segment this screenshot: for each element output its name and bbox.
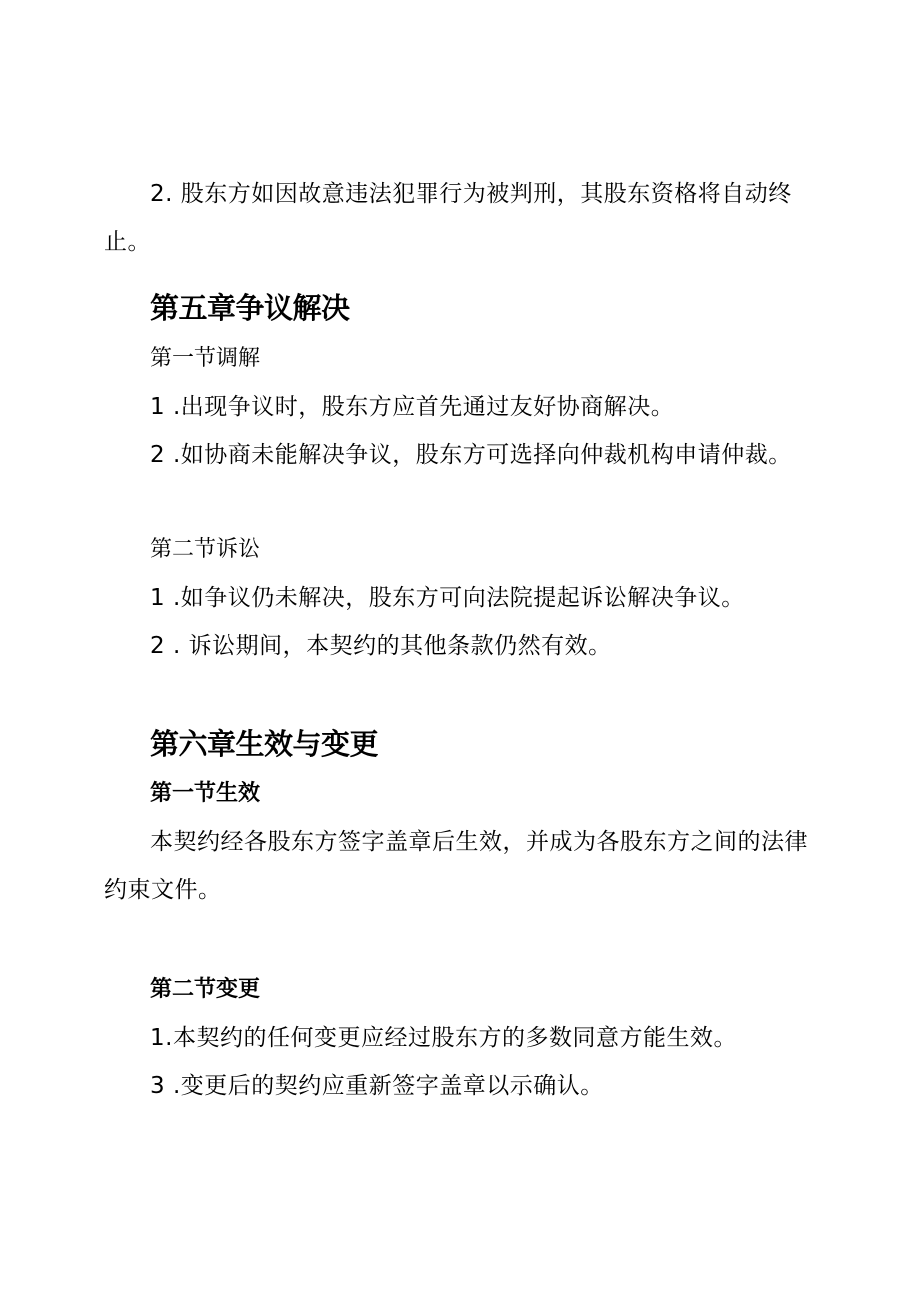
chapter-6-section-2-heading: 第二节变更 [150, 977, 261, 1002]
chapter-5-section-1-heading: 第一节调解 [150, 346, 261, 371]
chapter-5-section-1-item-1: 1 .出现争议时，股东方应首先通过友好协商解决。 [150, 394, 675, 420]
chapter-6-section-2-item-1: 1.本契约的任何变更应经过股东方的多数同意方能生效。 [150, 1025, 737, 1051]
chapter-6-heading: 第六章生效与变更 [150, 727, 379, 761]
clause-2-line-2: 止。 [104, 229, 151, 255]
chapter-5-section-2-item-1: 1 .如争议仍未解决，股东方可向法院提起诉讼解决争议。 [150, 585, 745, 611]
chapter-6-section-2-item-3: 3 .变更后的契约应重新签字盖章以示确认。 [150, 1073, 604, 1099]
chapter-5-section-2-heading: 第二节诉讼 [150, 537, 261, 562]
chapter-6-section-1-heading: 第一节生效 [150, 781, 261, 806]
clause-2-line-1: 2. 股东方如因故意违法犯罪行为被判刑，其股东资格将自动终 [150, 181, 792, 207]
chapter-5-section-2-item-2: 2 . 诉讼期间，本契约的其他条款仍然有效。 [150, 633, 612, 659]
chapter-6-section-1-paragraph-line-2: 约束文件。 [104, 877, 222, 903]
chapter-5-section-1-item-2: 2 .如协商未能解决争议，股东方可选择向仲裁机构申请仲裁。 [150, 442, 792, 468]
chapter-6-section-1-paragraph-line-1: 本契约经各股东方签字盖章后生效，并成为各股东方之间的法律 [150, 829, 808, 855]
chapter-5-heading: 第五章争议解决 [150, 291, 350, 325]
